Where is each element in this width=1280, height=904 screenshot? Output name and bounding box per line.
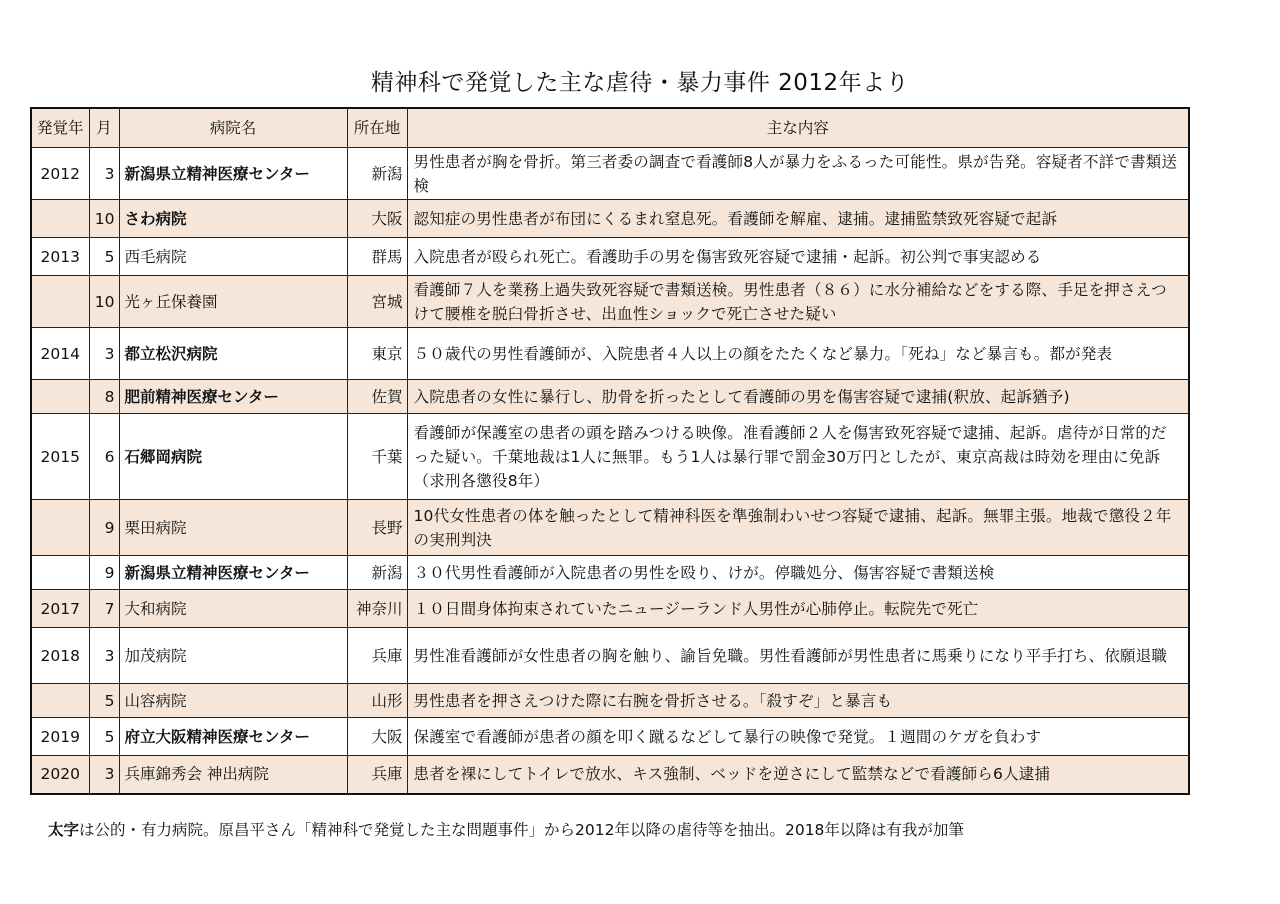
hospital-cell: 肥前精神医療センター	[119, 380, 347, 414]
content-cell: 男性患者を押さえつけた際に右腕を骨折させる。「殺すぞ」と暴言も	[407, 684, 1189, 718]
year-cell	[31, 500, 89, 556]
header-month: 月	[89, 108, 119, 148]
month-cell: 3	[89, 148, 119, 200]
content-cell: 看護師７人を業務上過失致死容疑で書類送検。男性患者（８６）に水分補給などをする際、手足を押さえつけて腰椎を脱臼骨折させ、出血性ショックで死亡させた疑い	[407, 276, 1189, 328]
page-title: 精神科で発覚した主な虐待・暴力事件 2012年より	[370, 70, 910, 96]
content-cell: 保護室で看護師が患者の顔を叩く蹴るなどして暴行の映像で発覚。１週間のケガを負わす	[407, 718, 1189, 756]
month-cell: 3	[89, 756, 119, 794]
footnote-text: は公的・有力病院。原昌平さん「精神科で発覚した主な問題事件」から2012年以降の虐待等を抽出。2018年以降は有我が加筆	[79, 821, 964, 839]
content-cell: ５０歳代の男性看護師が、入院患者４人以上の顔をたたくなど暴力。「死ね」など暴言も。都が発表	[407, 328, 1189, 380]
hospital-cell: 石郷岡病院	[119, 414, 347, 500]
footnote-bold: 太字	[48, 821, 80, 839]
hospital-cell: 光ヶ丘保養園	[119, 276, 347, 328]
hospital-cell: 加茂病院	[119, 628, 347, 684]
month-cell: 7	[89, 590, 119, 628]
hospital-cell: さわ病院	[119, 200, 347, 238]
month-cell: 10	[89, 200, 119, 238]
year-cell: 2013	[31, 238, 89, 276]
year-cell: 2019	[31, 718, 89, 756]
year-cell	[31, 380, 89, 414]
header-year: 発覚年	[31, 108, 89, 148]
table-row	[31, 276, 1189, 328]
table-row	[31, 590, 1189, 628]
hospital-cell: 西毛病院	[119, 238, 347, 276]
year-cell	[31, 556, 89, 590]
year-cell	[31, 200, 89, 238]
month-cell: 9	[89, 500, 119, 556]
month-cell: 3	[89, 628, 119, 684]
table-row	[31, 756, 1189, 794]
table-row	[31, 200, 1189, 238]
location-cell: 群馬	[347, 238, 407, 276]
table-row	[31, 628, 1189, 684]
location-cell: 長野	[347, 500, 407, 556]
content-cell: 男性准看護師が女性患者の胸を触り、諭旨免職。男性看護師が男性患者に馬乗りになり平手打ち、依願退職	[407, 628, 1189, 684]
year-cell: 2017	[31, 590, 89, 628]
month-cell: 5	[89, 238, 119, 276]
month-cell: 9	[89, 556, 119, 590]
month-cell: 6	[89, 414, 119, 500]
location-cell: 山形	[347, 684, 407, 718]
content-cell: 認知症の男性患者が布団にくるまれ窒息死。看護師を解雇、逮捕。逮捕監禁致死容疑で起訴	[407, 200, 1189, 238]
location-cell: 大阪	[347, 718, 407, 756]
year-cell: 2012	[31, 148, 89, 200]
content-cell: 10代女性患者の体を触ったとして精神科医を準強制わいせつ容疑で逮捕、起訴。無罪主張。地裁で懲役２年の実刑判決	[407, 500, 1189, 556]
table-header-row	[31, 108, 1189, 148]
table-row	[31, 238, 1189, 276]
location-cell: 大阪	[347, 200, 407, 238]
hospital-cell: 兵庫錦秀会 神出病院	[119, 756, 347, 794]
location-cell: 東京	[347, 328, 407, 380]
hospital-cell: 都立松沢病院	[119, 328, 347, 380]
year-cell	[31, 684, 89, 718]
location-cell: 新潟	[347, 556, 407, 590]
header-hospital: 病院名	[119, 108, 347, 148]
hospital-cell: 新潟県立精神医療センター	[119, 556, 347, 590]
hospital-cell: 新潟県立精神医療センター	[119, 148, 347, 200]
year-cell	[31, 276, 89, 328]
table-row	[31, 684, 1189, 718]
location-cell: 神奈川	[347, 590, 407, 628]
hospital-cell: 大和病院	[119, 590, 347, 628]
table-row	[31, 556, 1189, 590]
content-cell: 男性患者が胸を骨折。第三者委の調査で看護師8人が暴力をふるった可能性。県が告発。容疑者不詳で書類送検	[407, 148, 1189, 200]
hospital-cell: 栗田病院	[119, 500, 347, 556]
table-body	[31, 148, 1189, 794]
location-cell: 千葉	[347, 414, 407, 500]
location-cell: 兵庫	[347, 756, 407, 794]
table-row	[31, 718, 1189, 756]
content-cell: 患者を裸にしてトイレで放水、キス強制、ベッドを逆さにして監禁などで看護師ら6人逮捕	[407, 756, 1189, 794]
table-row	[31, 500, 1189, 556]
footnote	[48, 818, 964, 840]
location-cell: 新潟	[347, 148, 407, 200]
month-cell: 5	[89, 684, 119, 718]
header-location: 所在地	[347, 108, 407, 148]
year-cell: 2020	[31, 756, 89, 794]
content-cell: 入院患者の女性に暴行し、肋骨を折ったとして看護師の男を傷害容疑で逮捕(釈放、起訴猶予)	[407, 380, 1189, 414]
year-cell: 2018	[31, 628, 89, 684]
year-cell: 2014	[31, 328, 89, 380]
month-cell: 5	[89, 718, 119, 756]
content-cell: 入院患者が殴られ死亡。看護助手の男を傷害致死容疑で逮捕・起訴。初公判で事実認める	[407, 238, 1189, 276]
table-row	[31, 414, 1189, 500]
location-cell: 佐賀	[347, 380, 407, 414]
content-cell: １０日間身体拘束されていたニュージーランド人男性が心肺停止。転院先で死亡	[407, 590, 1189, 628]
table-row	[31, 328, 1189, 380]
header-content: 主な内容	[407, 108, 1189, 148]
content-cell: 看護師が保護室の患者の頭を踏みつける映像。准看護師２人を傷害致死容疑で逮捕、起訴。虐待が日常的だった疑い。千葉地裁は1人に無罪。もう1人は暴行罪で罰金30万円としたが、東京高裁は時効を理由に免訴（求刑各懲役8年）	[407, 414, 1189, 500]
table-row	[31, 380, 1189, 414]
content-cell: ３０代男性看護師が入院患者の男性を殴り、けが。停職処分、傷害容疑で書類送検	[407, 556, 1189, 590]
month-cell: 10	[89, 276, 119, 328]
location-cell: 宮城	[347, 276, 407, 328]
incident-table	[30, 107, 1190, 795]
hospital-cell: 府立大阪精神医療センター	[119, 718, 347, 756]
table-row	[31, 148, 1189, 200]
location-cell: 兵庫	[347, 628, 407, 684]
year-cell: 2015	[31, 414, 89, 500]
month-cell: 3	[89, 328, 119, 380]
month-cell: 8	[89, 380, 119, 414]
hospital-cell: 山容病院	[119, 684, 347, 718]
